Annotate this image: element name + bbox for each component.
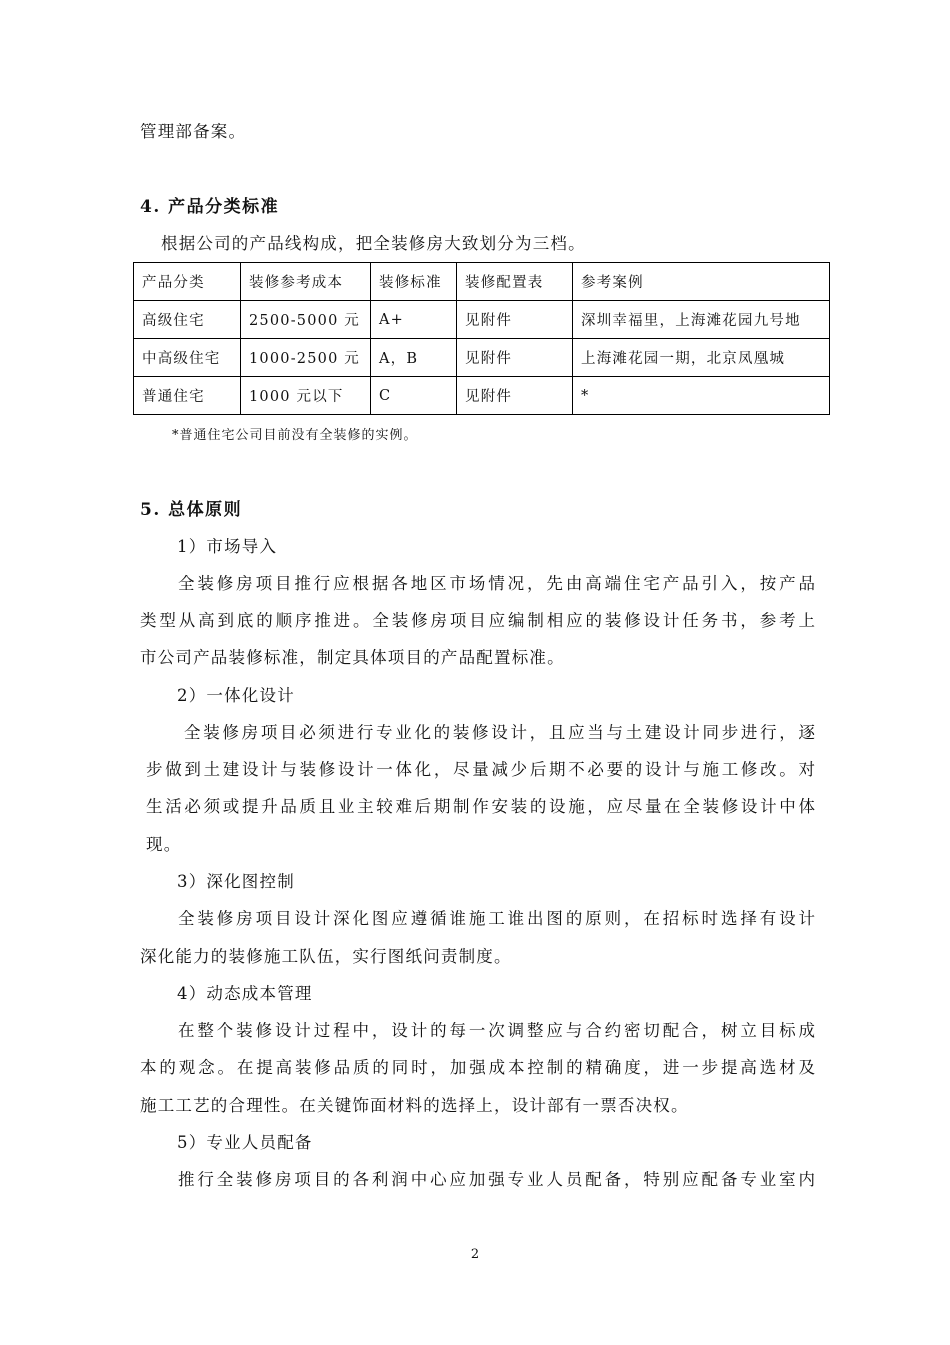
item-3-line: 深化能力的装修施工队伍，实行图纸问责制度。 (140, 947, 512, 966)
item-2-line: 步做到土建设计与装修设计一体化，尽量减少后期不必要的设计与施工修改。对 (146, 760, 816, 779)
table-header-cell: 装修标准 (371, 263, 457, 301)
item-5-line: 推行全装修房项目的各利润中心应加强专业人员配备，特别应配备专业室内 (178, 1170, 816, 1189)
table-cell: 见附件 (457, 377, 573, 415)
table-header-cell: 装修参考成本 (241, 263, 371, 301)
item-3-line: 全装修房项目设计深化图应遵循谁施工谁出图的原则，在招标时选择有设计 (178, 909, 816, 928)
item-1-line: 全装修房项目推行应根据各地区市场情况，先由高端住宅产品引入，按产品 (178, 574, 816, 593)
table-cell: * (573, 377, 830, 415)
table-header-cell: 参考案例 (573, 263, 830, 301)
item-2-title: 2）一体化设计 (177, 686, 295, 705)
item-4-line: 在整个装修设计过程中，设计的每一次调整应与合约密切配合，树立目标成 (178, 1021, 816, 1040)
table-cell: 普通住宅 (134, 377, 241, 415)
table-cell: 1000 元以下 (241, 377, 371, 415)
table-cell: 中高级住宅 (134, 339, 241, 377)
page-number: 2 (470, 1247, 480, 1262)
table-cell: 见附件 (457, 301, 573, 339)
table-cell: 见附件 (457, 339, 573, 377)
item-2-line: 全装修房项目必须进行专业化的装修设计，且应当与土建设计同步进行，逐 (184, 723, 816, 742)
table-row (134, 339, 830, 377)
table-header-cell: 产品分类 (134, 263, 241, 301)
item-4-line: 施工工艺的合理性。在关键饰面材料的选择上，设计部有一票否决权。 (140, 1096, 689, 1115)
intro-tail-text: 管理部备案。 (140, 122, 247, 141)
item-2-line: 生活必须或提升品质且业主较难后期制作安装的设施，应尽量在全装修设计中体 (146, 797, 816, 816)
product-classification-table (133, 262, 830, 415)
table-header-row (134, 263, 830, 301)
section-4-intro: 根据公司的产品线构成，把全装修房大致划分为三档。 (161, 234, 586, 253)
item-5-title: 5）专业人员配备 (177, 1133, 313, 1152)
item-4-line: 本的观念。在提高装修品质的同时，加强成本控制的精确度，进一步提高选材及 (140, 1058, 816, 1077)
item-1-title: 1）市场导入 (177, 537, 278, 556)
table-cell: A，B (371, 339, 457, 377)
item-2-line: 现。 (146, 835, 182, 854)
table-cell: 深圳幸福里，上海滩花园九号地 (573, 301, 830, 339)
table-cell: A+ (371, 301, 457, 339)
item-1-line: 类型从高到底的顺序推进。全装修房项目应编制相应的装修设计任务书，参考上 (140, 611, 816, 630)
table-cell: 1000-2500 元 (241, 339, 371, 377)
item-1-line: 市公司产品装修标准，制定具体项目的产品配置标准。 (140, 648, 565, 667)
section-4-heading: 4. 产品分类标准 (140, 197, 280, 217)
table-cell: 上海滩花园一期，北京凤凰城 (573, 339, 830, 377)
item-3-title: 3）深化图控制 (177, 872, 295, 891)
item-4-title: 4）动态成本管理 (177, 984, 313, 1003)
table-cell: 高级住宅 (134, 301, 241, 339)
table-header-cell: 装修配置表 (457, 263, 573, 301)
table-row (134, 377, 830, 415)
table-cell: C (371, 377, 457, 415)
table-cell: 2500-5000 元 (241, 301, 371, 339)
table-footnote: *普通住宅公司目前没有全装修的实例。 (172, 428, 418, 443)
section-5-heading: 5. 总体原则 (140, 500, 243, 520)
table-row (134, 301, 830, 339)
